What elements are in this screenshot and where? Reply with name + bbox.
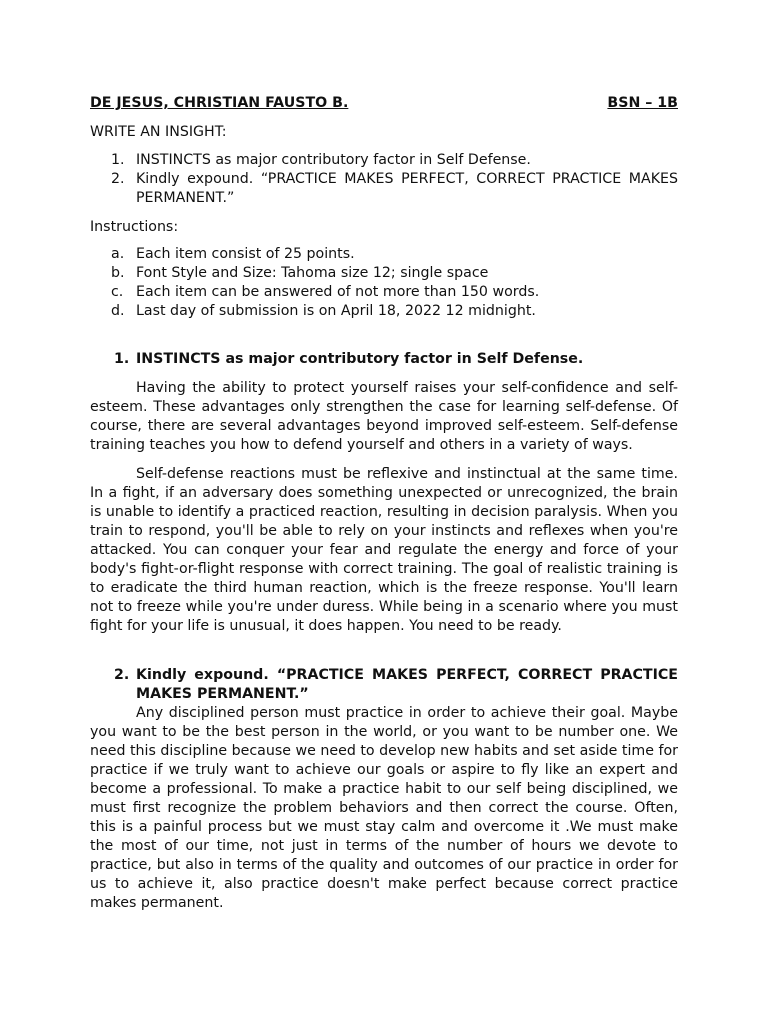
task-item — [90, 170, 678, 208]
instruction-marker: a. — [111, 246, 125, 262]
section-1-paragraph: Having the ability to protect yourself raises your self-confidence and self-esteem. These advantages only strengthen the case for learning self-defense. Of course, there are several advantages beyond improved self-esteem. Self-defense training teaches you how to defend yourself and others in a variety of ways. — [90, 380, 678, 453]
instruction-marker: b. — [111, 265, 125, 281]
instruction-item — [90, 245, 678, 264]
section-1-marker: 1. — [114, 351, 130, 367]
instructions-list — [90, 245, 678, 321]
section-1-title — [90, 350, 678, 369]
instruction-marker: c. — [111, 284, 124, 300]
task-text: INSTINCTS as major contributory factor in Self Defense. — [136, 152, 531, 168]
document-header — [90, 94, 678, 113]
document-content — [90, 94, 678, 923]
section-1-title-text: INSTINCTS as major contributory factor in Self Defense. — [136, 351, 584, 367]
instruction-text: Last day of submission is on April 18, 2022 12 midnight. — [136, 303, 536, 319]
instruction-text: Font Style and Size: Tahoma size 12; single space — [136, 265, 489, 281]
instruction-marker: d. — [111, 303, 125, 319]
instruction-text: Each item consist of 25 points. — [136, 246, 355, 262]
instruction-item — [90, 264, 678, 283]
section-1-paragraph: Self-defense reactions must be reflexive and instinctual at the same time. In a fight, if an adversary does something unexpected or unrecognized, the brain is unable to identify a practiced reaction, resulting in decision paralysis. When you train to respond, you'll be able to rely on your instincts and reflexes when you're attacked. You can conquer your fear and regulate the energy and force of your body's fight-or-flight response with correct training. The goal of realistic training is to eradicate the third human reaction, which is the freeze response. You'll learn not to freeze while you're under duress. While being in a scenario where you must fight for your life is unusual, it does happen. You need to be ready. — [90, 466, 678, 634]
instruction-item — [90, 302, 678, 321]
section-2-paragraph: Any disciplined person must practice in order to achieve their goal. Maybe you want to be the best person in the world, or you want to be number one. We need this discipline because we need to develop new habits and set aside time for practice if we truly want to achieve our goals or aspire to fly like an expert and become a professional. To make a practice habit to our self being disciplined, we must first recognize the problem behaviors and then correct the course. Often, this is a painful process but we must stay calm and overcome it .We must make the most of our time, not just in terms of the number of hours we devote to practice, but also in terms of the quality and outcomes of our practice in order for us to achieve it, also practice doesn't make perfect because correct practice makes permanent. — [90, 705, 678, 911]
instructions-heading: Instructions: — [90, 219, 179, 235]
instruction-item — [90, 283, 678, 302]
task-list — [90, 151, 678, 208]
instruction-text: Each item can be answered of not more than 150 words. — [136, 284, 540, 300]
task-heading: WRITE AN INSIGHT: — [90, 124, 227, 140]
section-2-title — [90, 666, 678, 704]
task-marker: 1. — [111, 152, 125, 168]
student-name: DE JESUS, CHRISTIAN FAUSTO B. — [90, 95, 349, 111]
task-marker: 2. — [111, 171, 125, 187]
task-text: Kindly expound. “PRACTICE MAKES PERFECT, CORRECT PRACTICE MAKES PERMANENT.” — [136, 171, 678, 206]
section-2-marker: 2. — [114, 667, 130, 683]
student-section: BSN – 1B — [607, 95, 678, 111]
task-item — [90, 151, 678, 170]
section-2-title-text: Kindly expound. “PRACTICE MAKES PERFECT, CORRECT PRACTICE MAKES PERMANENT.” — [136, 667, 678, 702]
